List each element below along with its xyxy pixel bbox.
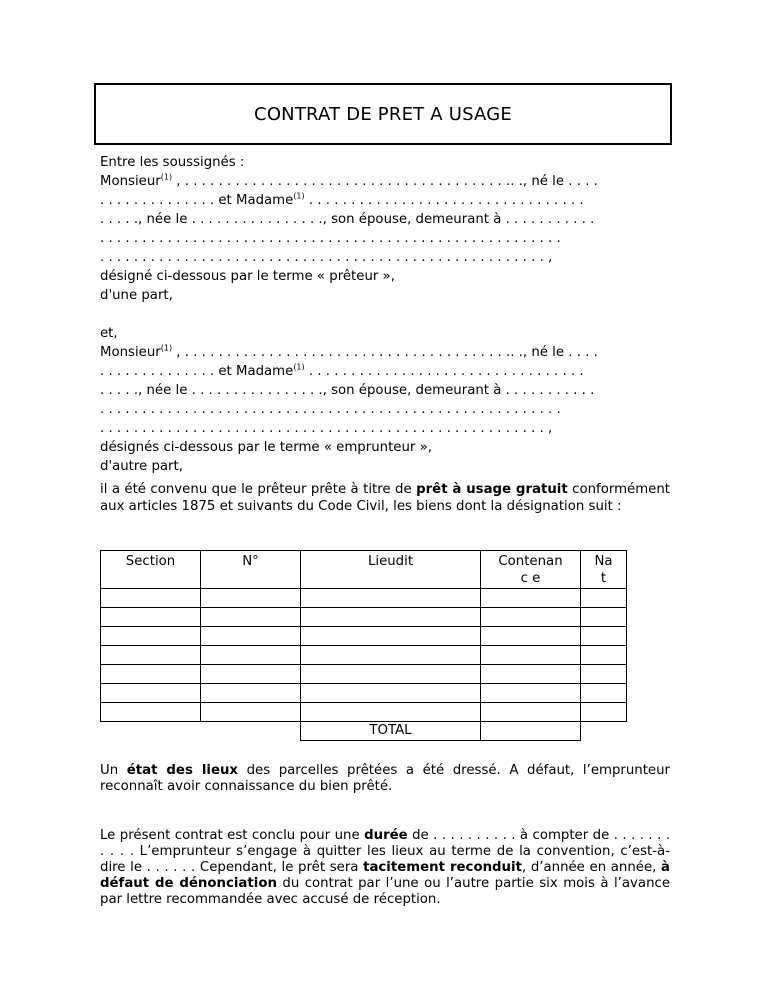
party1-line3: . . . . ., née le . . . . . . . . . . . . . . . ., son épouse, demeurant à . . . . . . . . . . . xyxy=(100,212,595,227)
denonciation-bold: à défaut de dénonciation xyxy=(100,860,670,891)
party2-line2 xyxy=(100,362,670,381)
fill-dots: . . . . . . . . . . . . . . . . . . . . . . . . . . . . . . . . . xyxy=(304,364,584,379)
monsieur-label: Monsieur xyxy=(100,174,161,189)
agreement-text: il a été convenu que le prêteur prête à titre de xyxy=(100,482,417,497)
party2-line1 xyxy=(100,343,670,362)
header-numero: N° xyxy=(201,551,301,589)
table-row xyxy=(101,646,627,665)
table-row xyxy=(101,703,627,722)
party2-part: d'autre part, xyxy=(100,459,183,474)
agreement-paragraph xyxy=(100,481,670,515)
party2-intro: et, xyxy=(100,326,118,341)
etat-text: des parcelles prêtées a été dressé. A défaut, l’emprunteur reconnaît avoir connaissance du bien prêté. xyxy=(100,763,671,794)
header-nat-label: Na t xyxy=(594,554,613,586)
party2-designation: désignés ci-dessous par le terme « emprunteur », xyxy=(100,440,432,455)
duree-text: Le présent contrat est conclu pour une xyxy=(100,828,365,843)
total-label: TOTAL xyxy=(301,722,481,741)
party1-line1 xyxy=(100,172,670,191)
party1-block xyxy=(100,153,670,305)
document-title: CONTRAT DE PRET A USAGE xyxy=(254,103,512,125)
duree-text: de . . . . . . . . . . à compter de . . . . . . . . . . . L’emprunteur s’engage à quitter les lieux au terme de la convention, c’est-à-dire le . . . . . . Cependant, le prêt sera xyxy=(100,828,670,875)
agreement-bold: prêt à usage gratuit xyxy=(416,482,568,497)
footnote-ref: (1) xyxy=(160,172,173,182)
table-header-row xyxy=(101,551,627,589)
parcels-table xyxy=(100,550,627,741)
party1-line4: . . . . . . . . . . . . . . . . . . . . . . . . . . . . . . . . . . . . . . . . . . . . . . . . . . . . . . . xyxy=(100,231,561,246)
total-value xyxy=(481,722,581,741)
party2-line4: . . . . . . . . . . . . . . . . . . . . . . . . . . . . . . . . . . . . . . . . . . . . . . . . . . . . . . . xyxy=(100,402,561,417)
duree-paragraph xyxy=(100,828,670,908)
duree-text: , d’année en année, xyxy=(521,860,662,875)
agreement-text: conformément aux articles 1875 et suivants du Code Civil, les biens dont la désignation suit : xyxy=(100,482,670,514)
header-section: Section xyxy=(101,551,201,589)
fill-dots: , . . . . . . . . . . . . . . . . . . . . . . . . . . . . . . . . . . . . . . .. ., né le . . . . xyxy=(172,174,598,189)
party2-block xyxy=(100,324,670,476)
etat-paragraph xyxy=(100,763,670,795)
footnote-ref: (1) xyxy=(160,343,173,353)
party1-designation: désigné ci-dessous par le terme « prêteur », xyxy=(100,269,395,284)
fill-dots: . . . . . . . . . . . . . . et Madame xyxy=(100,193,294,208)
party1-line2 xyxy=(100,191,670,210)
party2-line3: . . . . ., née le . . . . . . . . . . . . . . . ., son épouse, demeurant à . . . . . . . . . . . xyxy=(100,383,595,398)
fill-dots: . . . . . . . . . . . . . . et Madame xyxy=(100,364,294,379)
table-total-row xyxy=(101,722,627,741)
reconduction-bold: tacitement reconduit xyxy=(363,860,522,875)
footnote-ref: (1) xyxy=(293,191,305,201)
header-contenance xyxy=(481,551,581,589)
party1-line5: . . . . . . . . . . . . . . . . . . . . . . . . . . . . . . . . . . . . . . . . . . . . . . . . . . . . . , xyxy=(100,250,553,265)
fill-dots: , . . . . . . . . . . . . . . . . . . . . . . . . . . . . . . . . . . . . . . .. ., né le . . . . xyxy=(172,345,598,360)
title-box xyxy=(94,83,672,145)
duree-bold: durée xyxy=(364,828,408,843)
party2-line5: . . . . . . . . . . . . . . . . . . . . . . . . . . . . . . . . . . . . . . . . . . . . . . . . . . . . . , xyxy=(100,421,553,436)
etat-bold: état des lieux xyxy=(126,763,239,778)
table-row xyxy=(101,589,627,608)
fill-dots: . . . . . . . . . . . . . . . . . . . . . . . . . . . . . . . . . xyxy=(304,193,584,208)
table-row xyxy=(101,627,627,646)
party1-intro: Entre les soussignés : xyxy=(100,155,245,170)
footnote-ref: (1) xyxy=(293,362,305,372)
header-lieudit: Lieudit xyxy=(301,551,481,589)
party1-part: d'une part, xyxy=(100,288,173,303)
etat-text: Un xyxy=(100,763,127,778)
header-nat xyxy=(581,551,627,589)
table-row xyxy=(101,608,627,627)
header-contenance-label: Contenanc e xyxy=(498,554,563,586)
duree-text: du contrat par l’une ou l’autre partie six mois à l’avance par lettre recommandée avec accusé de réception. xyxy=(100,876,670,907)
monsieur-label: Monsieur xyxy=(100,345,161,360)
table-row xyxy=(101,684,627,703)
table-row xyxy=(101,665,627,684)
